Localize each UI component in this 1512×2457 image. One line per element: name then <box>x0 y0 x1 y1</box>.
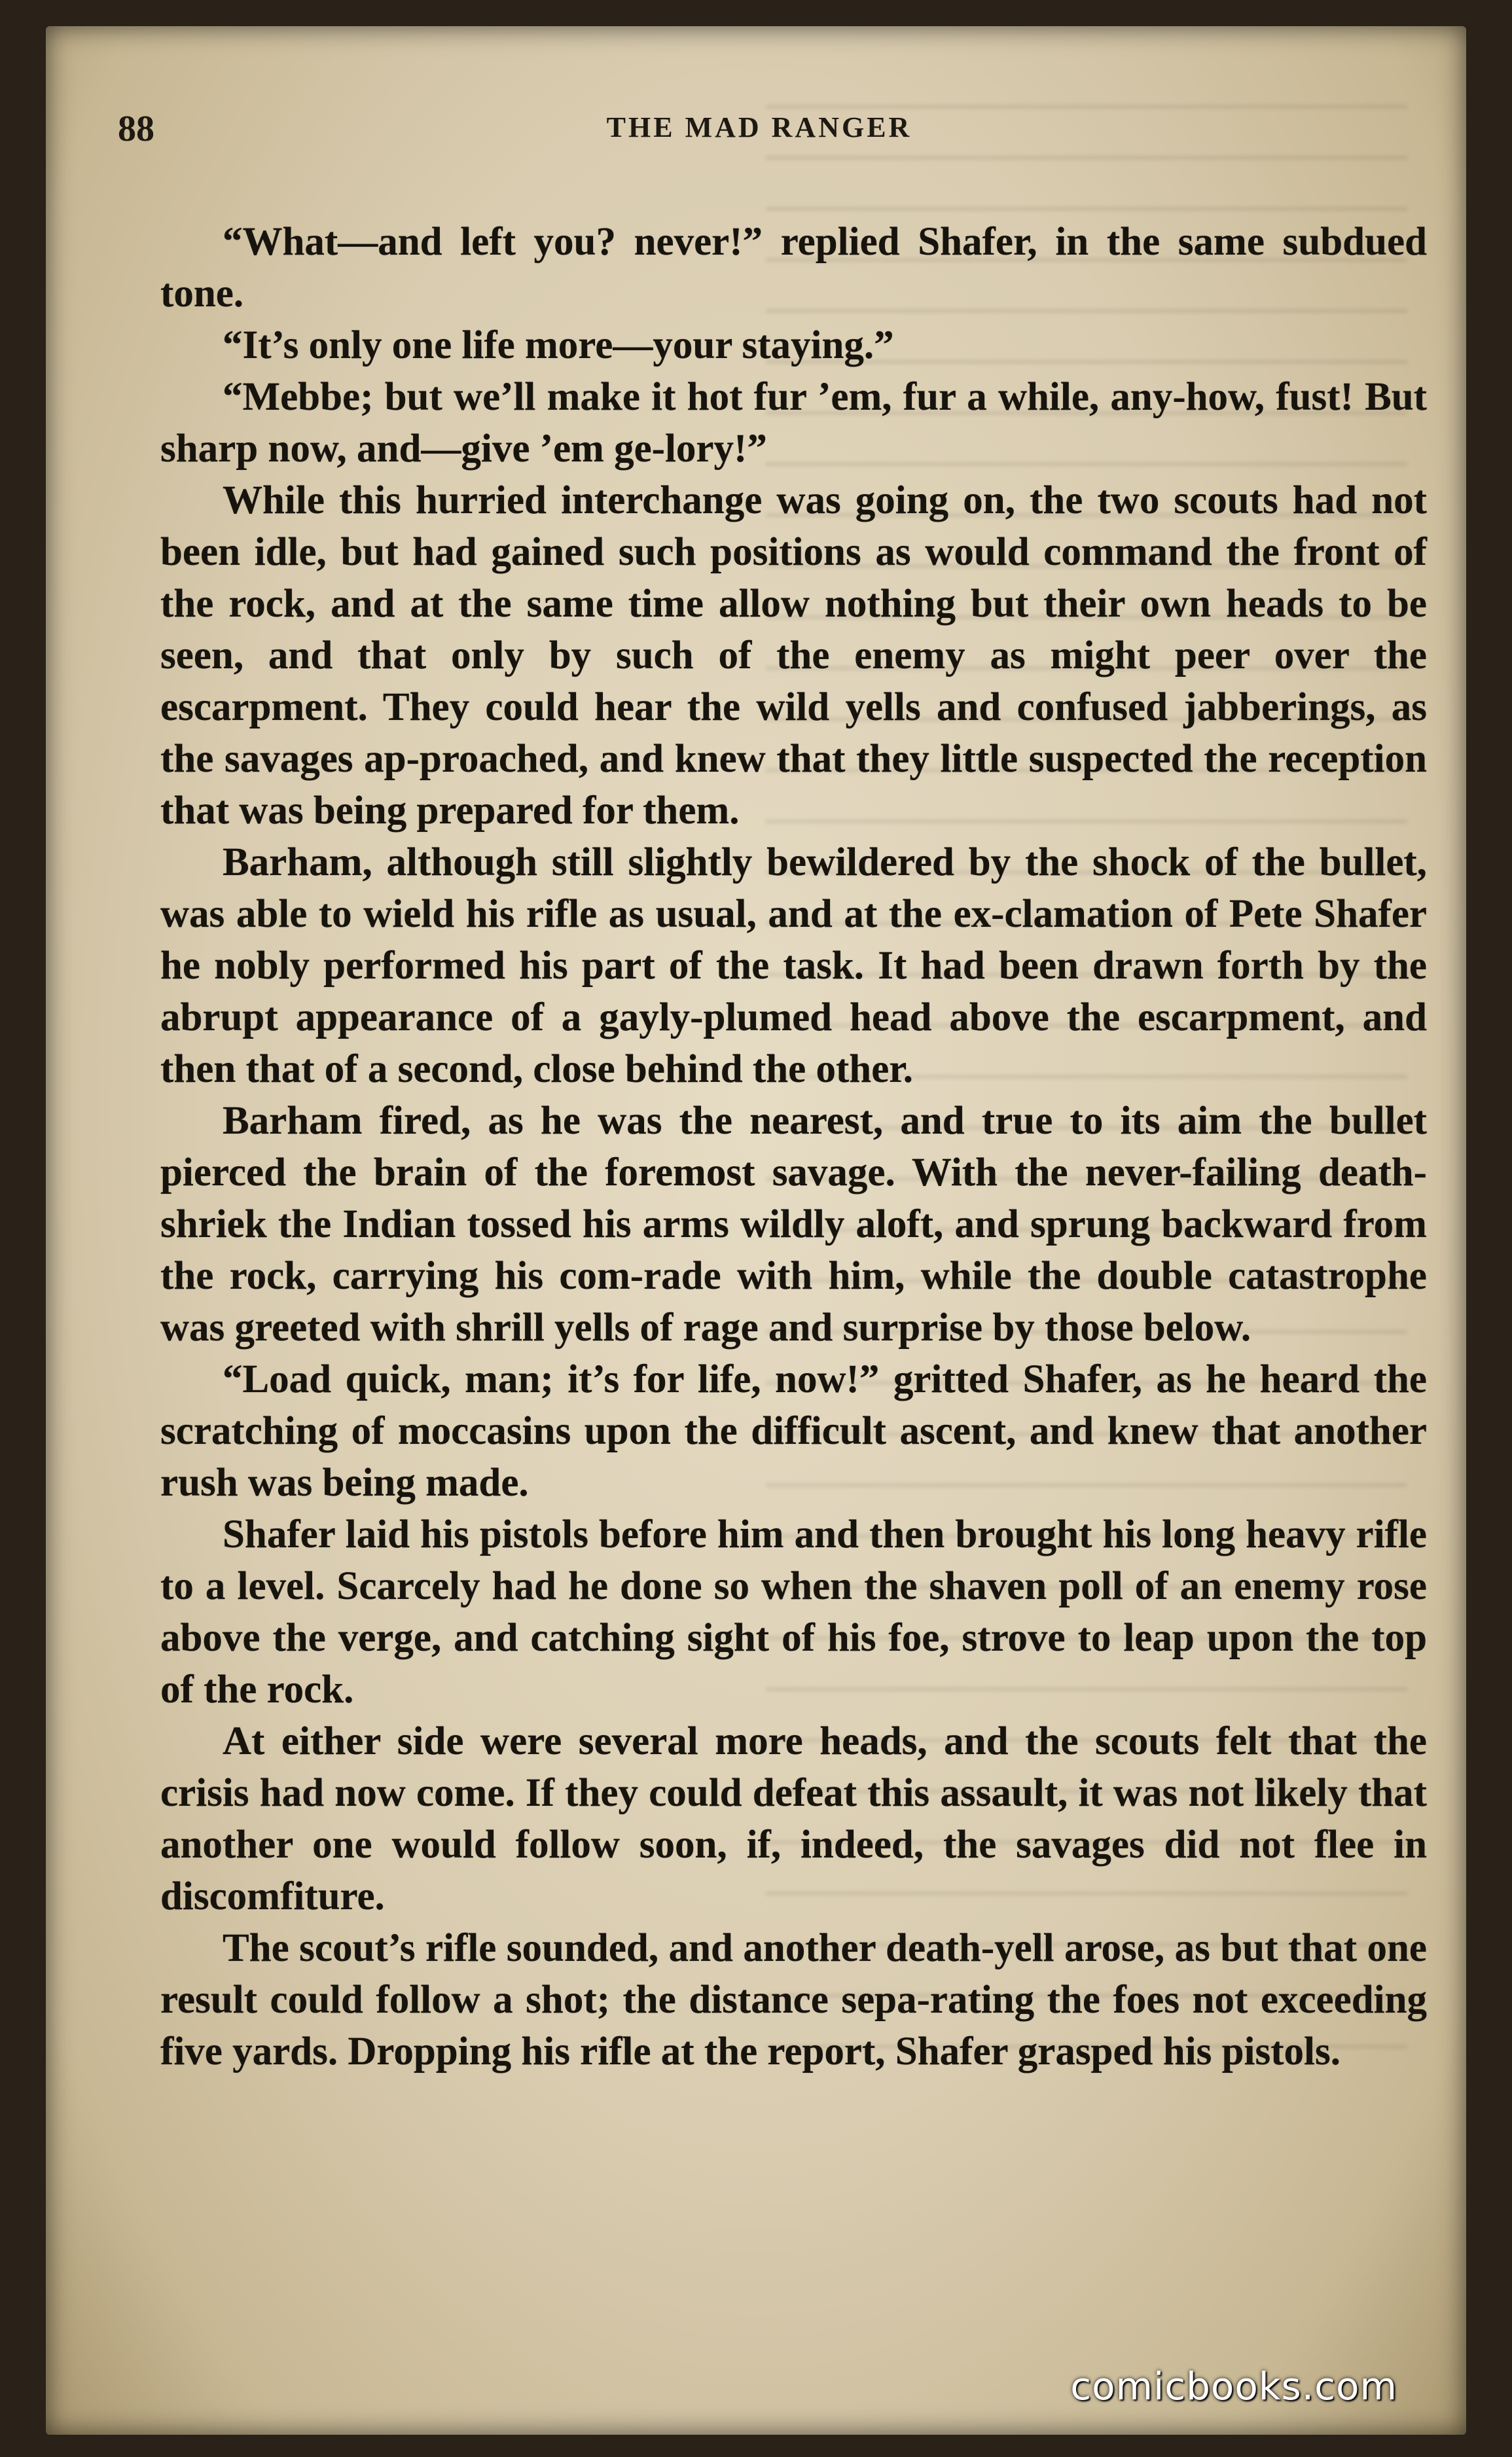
paragraph: “Load quick, man; it’s for life, now!” gritted Shafer, as he heard the scratching of moccasins upon the difficult ascent, and knew that another rush was being made. <box>160 1357 1427 1505</box>
book-page <box>46 26 1466 2435</box>
paragraph: Barham fired, as he was the nearest, and true to its aim the bullet pierced the brain of the foremost savage. With the never-failing death-shriek the Indian tossed his arms wildly aloft, and sprung backward from the rock, carrying his com-rade with him, while the double catastrophe was greeted with shrill yells of rage and surprise by those below. <box>160 1099 1427 1350</box>
paragraph: “Mebbe; but we’ll make it hot fur ’em, fur a while, any-how, fust! But sharp now, and—give ’em ge-lory!” <box>160 375 1427 471</box>
paragraph: Barham, although still slightly bewildered by the shock of the bullet, was able to wield his rifle as usual, and at the ex-clamation of Pete Shafer he nobly performed his part of the task. It had been drawn forth by the abrupt appearance of a gayly-plumed head above the escarpment, and then that of a second, close behind the other. <box>160 840 1427 1091</box>
page-header <box>118 101 1401 160</box>
paragraph: “What—and left you? never!” replied Shafer, in the same subdued tone. <box>160 220 1427 315</box>
paragraph: The scout’s rifle sounded, and another death-yell arose, as but that one result could follow a shot; the distance sepa-rating the foes not exceeding five yards. Dropping his rifle at the report, Shafer grasped his pistols. <box>160 1926 1427 2073</box>
paragraph: “It’s only one life more—your staying.” <box>223 323 894 367</box>
page-number: 88 <box>118 109 154 149</box>
paragraph: At either side were several more heads, and the scouts felt that the crisis had now come. If they could defeat this assault, it was not likely that another one would follow soon, if, indeed, the savages did not flee in discomfiture. <box>160 1719 1427 1918</box>
body-text <box>160 216 1427 2077</box>
paragraph: While this hurried interchange was going on, the two scouts had not been idle, but had gained such positions as would command the front of the rock, and at the same time allow nothing but their own heads to be seen, and that only by such of the enemy as might peer over the escarpment. They could hear the wild yells and confused jabberings, as the savages ap-proached, and knew that they little suspected the reception that was being prepared for them. <box>160 478 1427 833</box>
paragraph: Shafer laid his pistols before him and then brought his long heavy rifle to a level. Scarcely had he done so when the shaven poll of an enemy rose above the verge, and catching sight of his foe, strove to leap upon the top of the rock. <box>160 1513 1427 1712</box>
running-title: THE MAD RANGER <box>606 111 912 143</box>
watermark: comicbooks.com <box>1070 2364 1397 2409</box>
